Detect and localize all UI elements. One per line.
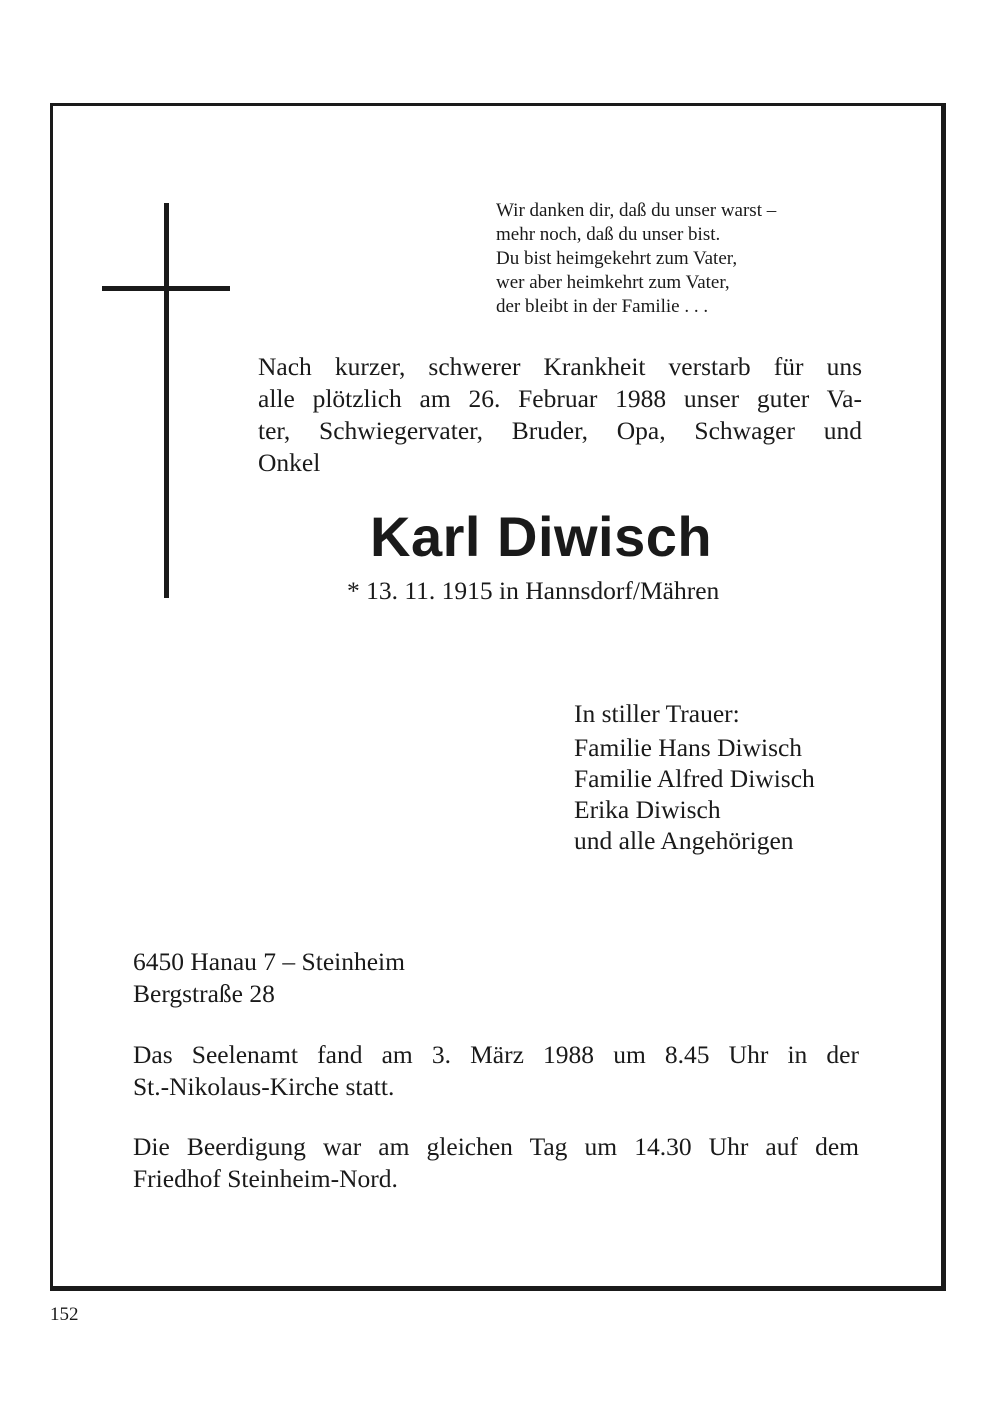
mourner-name: Familie Alfred Diwisch: [574, 764, 815, 793]
address-street: Bergstraße 28: [133, 979, 275, 1008]
burial-line: Friedhof Steinheim-Nord.: [133, 1164, 398, 1193]
cross-horizontal-bar: [102, 286, 230, 291]
poem-line: mehr noch, daß du unser bist.: [496, 224, 721, 245]
poem-line: der bleibt in der Familie . . .: [496, 296, 709, 317]
poem-line: wer aber heimkehrt zum Vater,: [496, 272, 730, 293]
announcement-line: Nach kurzer, schwerer Krankheit verstarb für uns: [258, 352, 862, 381]
deceased-name: Karl Diwisch: [370, 505, 713, 568]
death-announcement: [258, 351, 862, 479]
requiem-line: Das Seelenamt fand am 3. März 1988 um 8.45 Uhr in der: [133, 1040, 859, 1069]
burial-line: Die Beerdigung war am gleichen Tag um 14.30 Uhr auf dem: [133, 1132, 859, 1161]
page-number: 152: [50, 1304, 79, 1325]
mourners-list: [574, 698, 815, 856]
mourner-name: und alle Angehörigen: [574, 826, 794, 855]
announcement-line: ter, Schwiegervater, Bruder, Opa, Schwager und: [258, 416, 862, 445]
announcement-line: Onkel: [258, 448, 321, 477]
announcement-line: alle plötzlich am 26. Februar 1988 unser guter Va-: [258, 384, 862, 413]
requiem-paragraph: [133, 1039, 859, 1103]
address-city: 6450 Hanau 7 – Steinheim: [133, 947, 405, 976]
poem-line: Wir danken dir, daß du unser warst –: [496, 200, 777, 221]
poem-line: Du bist heimgekehrt zum Vater,: [496, 248, 738, 269]
burial-paragraph: [133, 1131, 859, 1195]
mourner-name: Familie Hans Diwisch: [574, 733, 803, 762]
birth-info: * 13. 11. 1915 in Hannsdorf/Mähren: [347, 576, 720, 605]
requiem-line: St.-Nikolaus-Kirche statt.: [133, 1072, 395, 1101]
cross-vertical-bar: [164, 203, 169, 598]
poem: [496, 199, 776, 319]
address-block: [133, 946, 405, 1010]
mourners-heading: In stiller Trauer:: [574, 699, 740, 728]
mourner-name: Erika Diwisch: [574, 795, 721, 824]
